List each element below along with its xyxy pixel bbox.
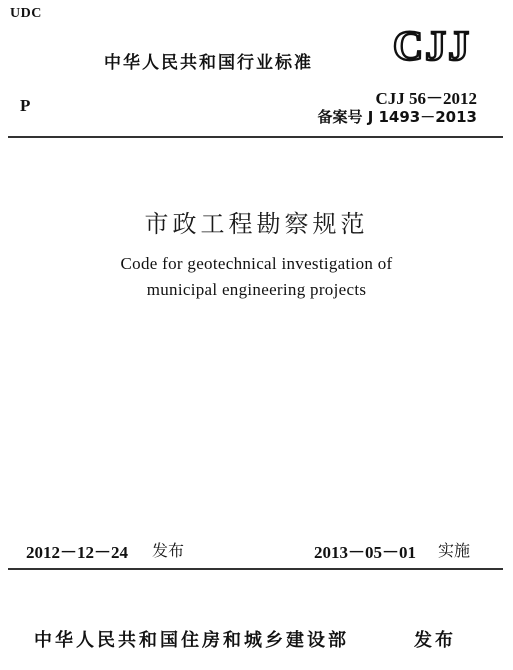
- issuing-authority: 中华人民共和国住房和城乡建设部: [34, 630, 349, 651]
- top-divider: [8, 136, 503, 138]
- document-title-english-line1: Code for geotechnical investigation of: [120, 254, 393, 273]
- issue-label: 发布: [152, 541, 185, 560]
- udc-label: UDC: [10, 6, 42, 21]
- category-code: P: [20, 96, 31, 115]
- logo-text: CJJ: [392, 24, 472, 66]
- document-title-chinese: 市政工程勘察规范: [144, 210, 369, 238]
- document-title-english-line2: municipal engineering projects: [146, 280, 367, 299]
- cjj-logo: [378, 22, 486, 66]
- standard-number: CJJ 56－2012: [375, 89, 477, 108]
- implementation-label: 实施: [438, 541, 471, 560]
- issue-date: 2012－12－24: [26, 543, 128, 562]
- record-number: 备案号 J 1493－2013: [317, 108, 477, 126]
- standard-type-header: 中华人民共和国行业标准: [104, 53, 313, 73]
- issuing-action: 发布: [414, 630, 456, 651]
- bottom-divider: [8, 568, 503, 570]
- implementation-date: 2013－05－01: [314, 543, 416, 562]
